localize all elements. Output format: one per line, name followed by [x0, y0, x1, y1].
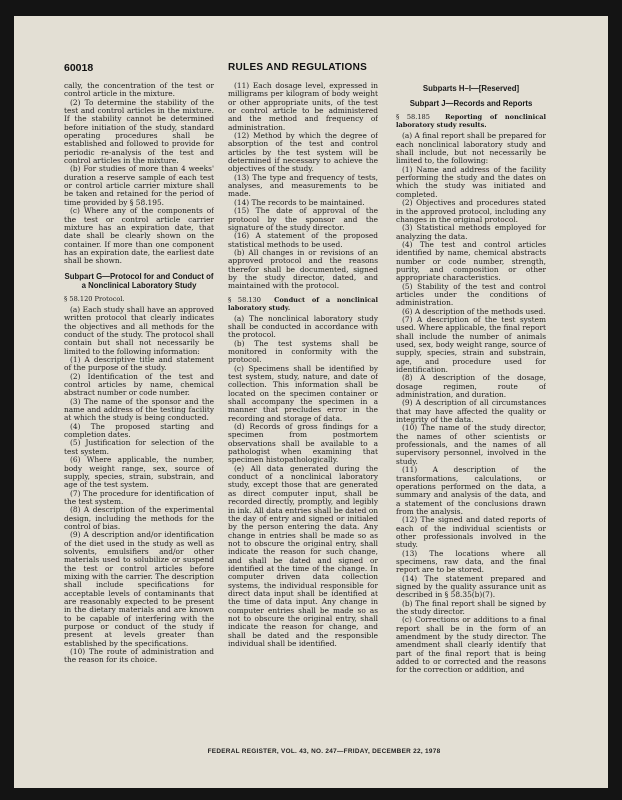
paragraph: (b) The test systems shall be monitored in conformity with the protocol. [228, 338, 378, 365]
section-58-130-heading [228, 296, 378, 312]
paragraph: (16) A statement of the proposed statistical methods to be used. [228, 231, 378, 249]
paragraph: (4) The test and control articles identified by name, chemical abstracts number or code number, strength, purity, and composition or other appropriate characteristics. [396, 239, 546, 283]
subpart-g-heading: Subpart G—Protocol for and Conduct of a Nonclinical Laboratory Study [64, 271, 214, 290]
text-column-2 [228, 82, 378, 772]
page-header [64, 62, 578, 76]
paragraph: (5) Stability of the test and control articles under the conditions of administration. [396, 281, 546, 308]
paragraph: (c) Specimens shall be identified by test system, study, nature, and date of collection. This information shall be located on the specimen container or shall accompany the specimen in a manner that precludes error in the recording and storage of data. [228, 363, 378, 423]
paragraph: (b) For studies of more than 4 weeks' duration a reserve sample of each test or control article carrier mixture shall be taken and retained for the period of time provided by § 58.195. [64, 164, 214, 207]
paragraph: (b) All changes in or revisions of an approved protocol and the reasons therefor shall be documented, signed by the study director, dated, and maintained with the protocol. [228, 247, 378, 291]
paragraph: (8) A description of the dosage, dosage regimen, route of administration, and duration. [396, 373, 546, 400]
paragraph: (14) The statement prepared and signed by the quality assurance unit as described in § 58.35(b)(7). [396, 573, 546, 600]
paragraph: (7) A description of the test system used. Where applicable, the final report shall include the number of animals used, sex, body weight range, source of supply, species, strain and substrain, age, and procedure used for identification. [396, 314, 546, 375]
paragraph: (2) Objectives and procedures stated in the approved protocol, including any changes in the original protocol. [396, 198, 546, 224]
paragraph: (2) Identification of the test and control articles by name, chemical abstract number or code number. [64, 371, 214, 398]
paragraph: (3) Statistical methods employed for analyzing the data. [396, 223, 546, 241]
paragraph: (15) The date of approval of the protocol by the sponsor and the signature of the study director. [228, 206, 378, 232]
subparts-h-i-heading: Subparts H–I—[Reserved] [422, 84, 520, 93]
paragraph: (6) Where applicable, the number, body weight range, sex, source of supply, species, strain, substrain, and age of the test system. [64, 455, 214, 490]
paragraph: (10) The route of administration and the reason for its choice. [64, 647, 214, 665]
document-page [14, 16, 608, 788]
paragraph: (2) To determine the stability of the test and control articles in the mixture. If the stability cannot be determined before initiation of the study, standard operating procedures shall be established and followed to provide for periodic re-analysis of the test and control articles in the mixture. [64, 97, 214, 166]
text-column-1 [64, 82, 214, 772]
paragraph: (a) A final report shall be prepared for each nonclinical laboratory study and shall include, but not necessarily be limited to, the following: [396, 131, 546, 166]
section-title: Reporting of nonclinical laboratory study results. [396, 113, 546, 130]
paragraph: (c) Corrections or additions to a final report shall be in the form of an amendment by the study director. The amendment shall clearly identify that part of the final report that is being added to or corrected and the reasons for the correction or addition, and [396, 615, 546, 675]
paragraph: (6) A description of the methods used. [402, 306, 546, 316]
paragraph: (12) The signed and dated reports of each of the individual scientists or other professionals involved in the study. [396, 515, 546, 550]
section-number: § 58.130 [228, 295, 261, 304]
page-number: 60018 [64, 62, 94, 74]
section-58-185-heading [396, 113, 546, 129]
paragraph: (a) The nonclinical laboratory study shall be conducted in accordance with the protocol. [228, 313, 378, 340]
subpart-j-heading: Subpart J—Records and Reports [409, 99, 533, 109]
paragraph: (8) A description of the experimental design, including the methods for the control of bias. [64, 505, 214, 531]
paragraph: (7) The procedure for identification of the test system. [64, 488, 214, 506]
paragraph: (11) A description of the transformations, calculations, or operations performed on the data, a summary and analysis of the data, and a statement of the conclusions drawn from the analysis. [396, 465, 546, 516]
paragraph: (12) Method by which the degree of absorption of the test and control articles by the test system will be determined if necessary to achieve the objectives of the study. [228, 131, 378, 174]
paragraph: (1) A descriptive title and statement of the purpose of the study. [64, 355, 214, 373]
paragraph: (11) Each dosage level, expressed in milligrams per kilogram of body weight or other appropriate units, of the test or control article to be administered and the method and frequency of administration. [228, 82, 378, 132]
paragraph: cally, the concentration of the test or control article in the mixture. [64, 82, 214, 99]
paragraph: (b) The final report shall be signed by the study director. [396, 598, 546, 616]
paragraph: (c) Where any of the components of the test or control article carrier mixture has an expiration date, that date shall be clearly shown on the container. If more than one component has an expiration date, the earliest date shall be shown. [64, 206, 214, 266]
running-title: RULES AND REGULATIONS [228, 62, 368, 73]
paragraph: (9) A description and/or identification of the diet used in the study as well as solvents, emulsifiers and/or other materials used to solubilize or suspend the test or control articles before mixing with the carrier. The description shall include specifications for acceptable levels of contaminants that are reasonably expected to be present in the dietary materials and are known to be capable of interfering with the purpose or conduct of the study if present at levels greater than established by the specifications. [64, 530, 214, 648]
section-title: Conduct of a nonclinical laboratory study. [228, 295, 378, 312]
text-column-3 [396, 82, 546, 772]
paragraph: (14) The records to be maintained. [234, 197, 365, 207]
paragraph: (9) A description of all circumstances that may have affected the quality or integrity of the data. [396, 398, 546, 425]
paragraph: (13) The type and frequency of tests, analyses, and measurements to be made. [228, 172, 378, 199]
paragraph: (1) Name and address of the facility performing the study and the dates on which the study was initiated and completed. [396, 164, 546, 199]
section-58-120-heading: § 58.120 Protocol. [64, 294, 125, 303]
paragraph: (d) Records of gross findings for a specimen from postmortem observations shall be available to a pathologist when examining that specimen histopathologically. [228, 422, 378, 465]
page-footer: FEDERAL REGISTER, VOL. 43, NO. 247—FRIDAY, DECEMBER 22, 1978 [207, 748, 441, 755]
paragraph: (10) The name of the study director, the names of other scientists or professionals, and the names of all supervisory personnel, involved in the study. [396, 423, 546, 466]
paragraph: (a) Each study shall have an approved written protocol that clearly indicates the objectives and all methods for the conduct of the study. The protocol shall contain but shall not necessarily be limited to the following information: [64, 304, 214, 356]
paragraph: (3) The name of the sponsor and the name and address of the testing facility at which the study is being conducted. [64, 396, 214, 423]
section-number: § 58.185 [396, 113, 430, 122]
paragraph: (5) Justification for selection of the test system. [64, 438, 214, 456]
paragraph: (13) The locations where all specimens, raw data, and the final report are to be stored. [396, 548, 546, 575]
paragraph: (e) All data generated during the conduct of a nonclinical laboratory study, except those that are generated as direct computer input, shall be recorded directly, promptly, and legibly in ink. All data entries shall be dated on the day of entry and signed or initialed by the person entering the data. Any change in entries shall be made so as not to obscure the original entry, shall indicate the reason for such change, and shall be dated and signed or identified at the time of the change. In computer driven data collection systems, the individual responsible for direct data input shall be identified at the time of data input. Any change in computer entries shall be made so as not to obscure the original entry, shall indicate the reason for change, and shall be dated and the responsible individual shall be identified. [228, 463, 378, 648]
paragraph: (4) The proposed starting and completion dates. [64, 421, 214, 440]
